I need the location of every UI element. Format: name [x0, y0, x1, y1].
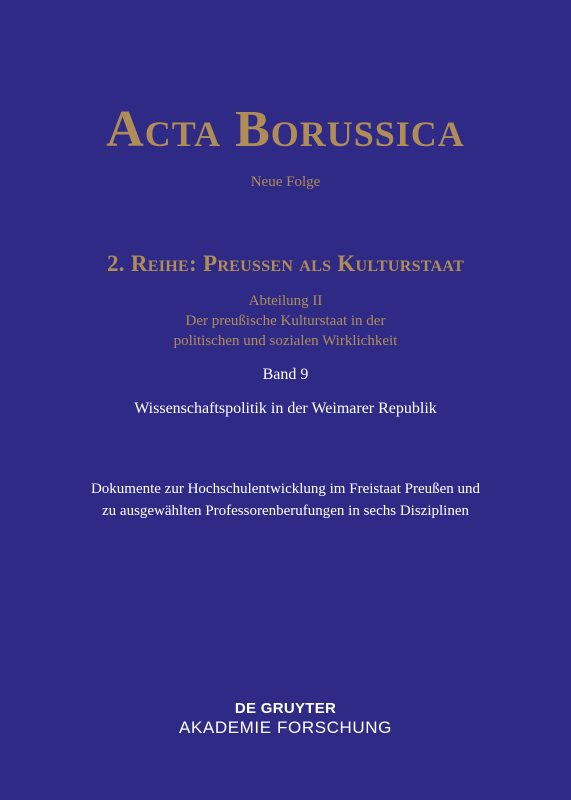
division-label: Abteilung II — [248, 293, 323, 309]
subtitle-line-2: zu ausgewählten Professorenberufungen in sechs Disziplinen — [102, 503, 469, 519]
division-block — [0, 291, 571, 351]
publisher-imprint: AKADEMIE FORSCHUNG — [179, 718, 392, 737]
division-title-line-1: Der preußische Kulturstaat in der — [185, 313, 386, 329]
publisher-logo — [0, 700, 571, 738]
series-subtitle: Neue Folge — [250, 174, 321, 190]
publisher-name: DE GRUYTER — [234, 700, 337, 717]
book-subtitle — [0, 478, 571, 522]
subtitle-line-1: Dokumente zur Hochschulentwicklung im Freistaat Preußen und — [90, 481, 481, 497]
series-section-title: 2. Reihe: Preussen als Kulturstaat — [106, 251, 465, 276]
division-title-line-2: politischen und sozialen Wirklichkeit — [173, 333, 398, 349]
volume-number: Band 9 — [262, 366, 309, 383]
series-title: Acta Borussica — [106, 101, 465, 158]
book-title: Wissenschaftspolitik in der Weimarer Republik — [134, 400, 437, 417]
